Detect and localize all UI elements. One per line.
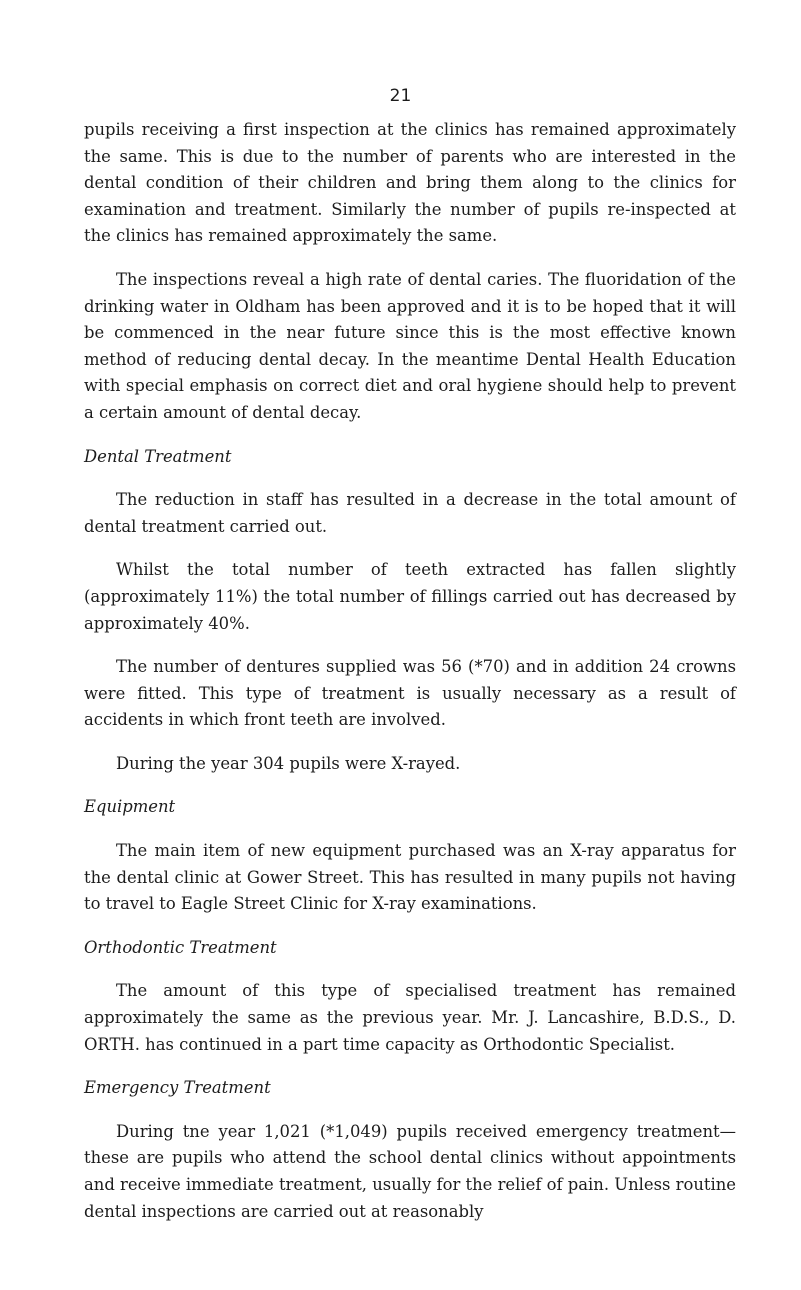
heading-emergency-treatment: Emergency Treatment [84, 1078, 271, 1098]
heading-orthodontic-treatment: Orthodontic Treatment [84, 937, 277, 957]
paragraph-emergency: During tne year 1,021 (*1,049) pupils received emergency treatment—these are pupils who attend the school dental clinics without appointments and receive immediate treatment, usually for the relief of pain. Unless routine dental inspections are carried out at reasonably [84, 1121, 736, 1221]
paragraph-extractions-fillings: Whilst the total number of teeth extracted has fallen slightly (approximately 11%) the total number of fillings carried out has decreased by approximately 40%. [84, 560, 736, 633]
paragraph-inspection-numbers: pupils receiving a first inspection at the clinics has remained approximately the same. This is due to the number of parents who are interested in the dental condition of their children and bring them along to the clinics for examination and treatment. Similarly the number of pupils re-inspected at the clinics has remained approximately the same. [84, 120, 736, 246]
paragraph-staff-reduction: The reduction in staff has resulted in a decrease in the total amount of dental treatment carried out. [84, 490, 736, 536]
page-body [84, 117, 736, 1242]
paragraph-x-rayed: During the year 304 pupils were X-rayed. [116, 753, 461, 773]
paragraph-orthodontic: The amount of this type of specialised treatment has remained approximately the same as the previous year. Mr. J. Lancashire, B.D.S., D. ORTH. has continued in a part time capacity as Orthodontic Specialist. [84, 981, 736, 1054]
paragraph-fluoridation: The inspections reveal a high rate of dental caries. The fluoridation of the drinking water in Oldham has been approved and it is to be hoped that it will be commenced in the near future since this is the most effective known method of reducing dental decay. In the meantime Dental Health Education with special emphasis on correct diet and oral hygiene should help to prevent a certain amount of dental decay. [84, 269, 736, 422]
paragraph-dentures: The number of dentures supplied was 56 (*70) and in addition 24 crowns were fitted. This type of treatment is usually necessary as a result of accidents in which front teeth are involved. [84, 657, 736, 730]
page-number: 21 [389, 86, 412, 106]
paragraph-x-ray-apparatus: The main item of new equipment purchased was an X-ray apparatus for the dental clinic at Gower Street. This has resulted in many pupils not having to travel to Eagle Street Clinic for X-ray examinations. [84, 841, 736, 914]
heading-equipment: Equipment [84, 797, 176, 817]
heading-dental-treatment: Dental Treatment [84, 446, 232, 466]
